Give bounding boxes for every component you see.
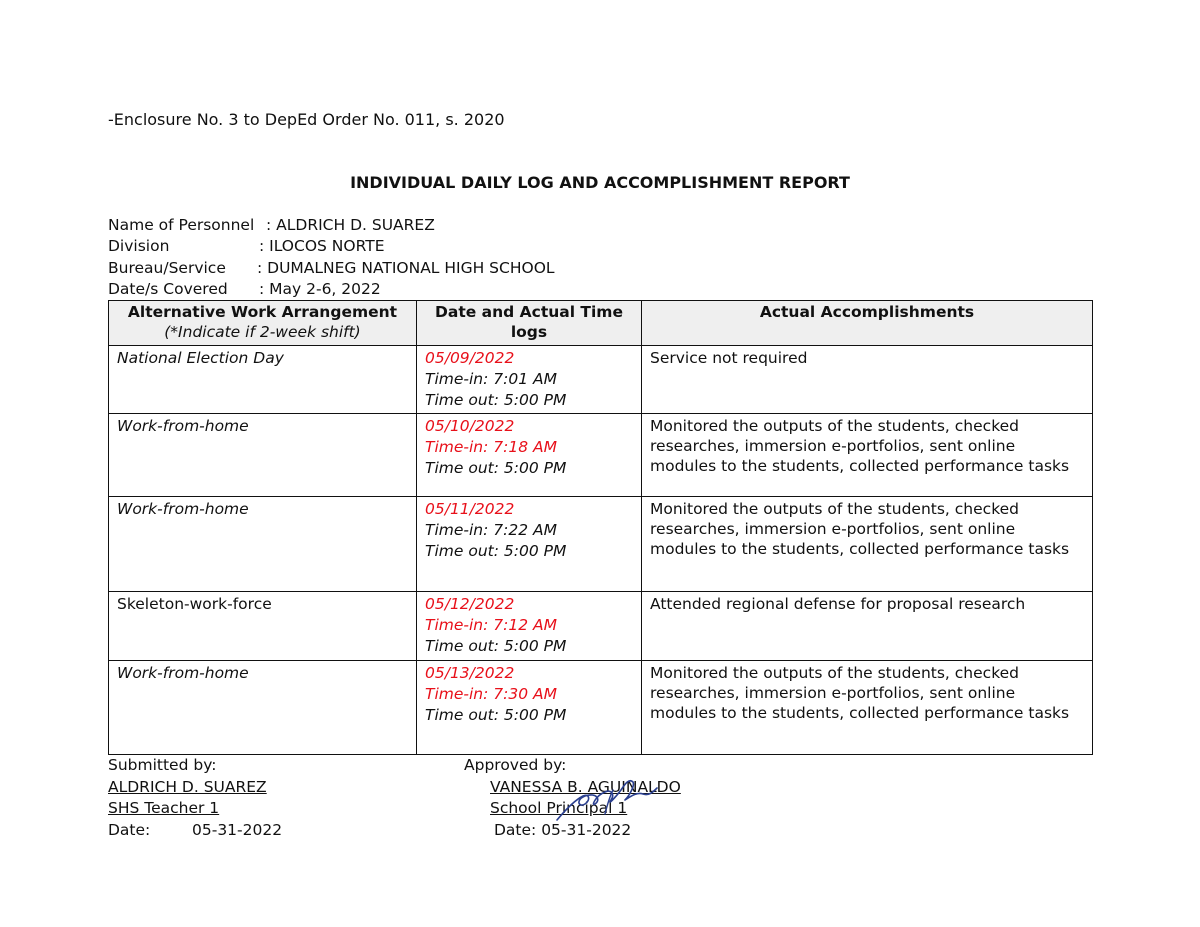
arrangement-cell: Work-from-home	[109, 414, 417, 497]
accomplishment-cell: Monitored the outputs of the students, checked researches, immersion e-portfolios, sent online modules to the students, collected performance tasks	[642, 414, 1093, 497]
time-in: Time-in: 7:12 AM	[425, 616, 557, 634]
date-time-cell	[417, 414, 642, 497]
table-header-row	[109, 301, 1093, 346]
time-in: Time-in: 7:18 AM	[425, 438, 557, 456]
date-time-cell	[417, 592, 642, 661]
log-date: 05/13/2022	[425, 664, 515, 682]
date-time-cell	[417, 497, 642, 592]
accomplishment-cell: Monitored the outputs of the students, checked researches, immersion e-portfolios, sent online modules to the students, collected performance tasks	[642, 497, 1093, 592]
header-accomplishments: Actual Accomplishments	[642, 301, 1093, 346]
name-value: : ALDRICH D. SUAREZ	[266, 216, 435, 234]
approved-date: Date: 05-31-2022	[494, 821, 632, 839]
submitted-by-name: ALDRICH D. SUAREZ	[108, 778, 267, 796]
daily-log-table	[108, 300, 1093, 755]
submitted-by-position: SHS Teacher 1	[108, 799, 220, 817]
arrangement-cell: Work-from-home	[109, 661, 417, 755]
time-out: Time out: 5:00 PM	[425, 542, 567, 560]
date-time-cell	[417, 346, 642, 414]
time-in: Time-in: 7:22 AM	[425, 521, 557, 539]
arrangement-cell: Skeleton-work-force	[109, 592, 417, 661]
table-row	[109, 592, 1093, 661]
table-row	[109, 346, 1093, 414]
header-arrangement	[109, 301, 417, 346]
submitted-date: 05-31-2022	[192, 821, 283, 839]
time-in: Time-in: 7:30 AM	[425, 685, 557, 703]
dates-label: Date/s Covered	[108, 280, 228, 298]
name-label: Name of Personnel	[108, 216, 255, 234]
submitted-by-label: Submitted by:	[108, 756, 217, 774]
time-out: Time out: 5:00 PM	[425, 706, 567, 724]
table-row	[109, 661, 1093, 755]
report-title: INDIVIDUAL DAILY LOG AND ACCOMPLISHMENT REPORT	[350, 173, 850, 192]
submitted-date-label: Date:	[108, 821, 151, 839]
division-label: Division	[108, 237, 170, 255]
accomplishment-cell: Service not required	[642, 346, 1093, 414]
dates-value: : May 2-6, 2022	[259, 280, 381, 298]
header-arrangement-label: Alternative Work Arrangement	[127, 303, 398, 321]
time-out: Time out: 5:00 PM	[425, 459, 567, 477]
bureau-label: Bureau/Service	[108, 259, 226, 277]
bureau-value: : DUMALNEG NATIONAL HIGH SCHOOL	[257, 259, 555, 277]
header-arrangement-note: (*Indicate if 2-week shift)	[164, 323, 361, 341]
arrangement-cell: Work-from-home	[109, 497, 417, 592]
time-out: Time out: 5:00 PM	[425, 637, 567, 655]
enclosure-reference: -Enclosure No. 3 to DepEd Order No. 011, s. 2020	[108, 110, 505, 129]
accomplishment-cell: Attended regional defense for proposal research	[642, 592, 1093, 661]
approved-by-position: School Principal 1	[490, 799, 628, 817]
log-date: 05/10/2022	[425, 417, 515, 435]
division-value: : ILOCOS NORTE	[259, 237, 385, 255]
log-date: 05/09/2022	[425, 349, 515, 367]
time-in: Time-in: 7:01 AM	[425, 370, 557, 388]
header-date-time: Date and Actual Time logs	[417, 301, 642, 346]
approved-by-label: Approved by:	[464, 756, 567, 774]
arrangement-cell: National Election Day	[109, 346, 417, 414]
date-time-cell	[417, 661, 642, 755]
table-row	[109, 497, 1093, 592]
table-row	[109, 414, 1093, 497]
log-date: 05/12/2022	[425, 595, 515, 613]
time-out: Time out: 5:00 PM	[425, 391, 567, 409]
approved-by-name: VANESSA B. AGUINALDO	[490, 778, 681, 796]
handwritten-signature	[545, 770, 665, 830]
accomplishment-cell: Monitored the outputs of the students, checked researches, immersion e-portfolios, sent online modules to the students, collected performance tasks	[642, 661, 1093, 755]
log-date: 05/11/2022	[425, 500, 515, 518]
